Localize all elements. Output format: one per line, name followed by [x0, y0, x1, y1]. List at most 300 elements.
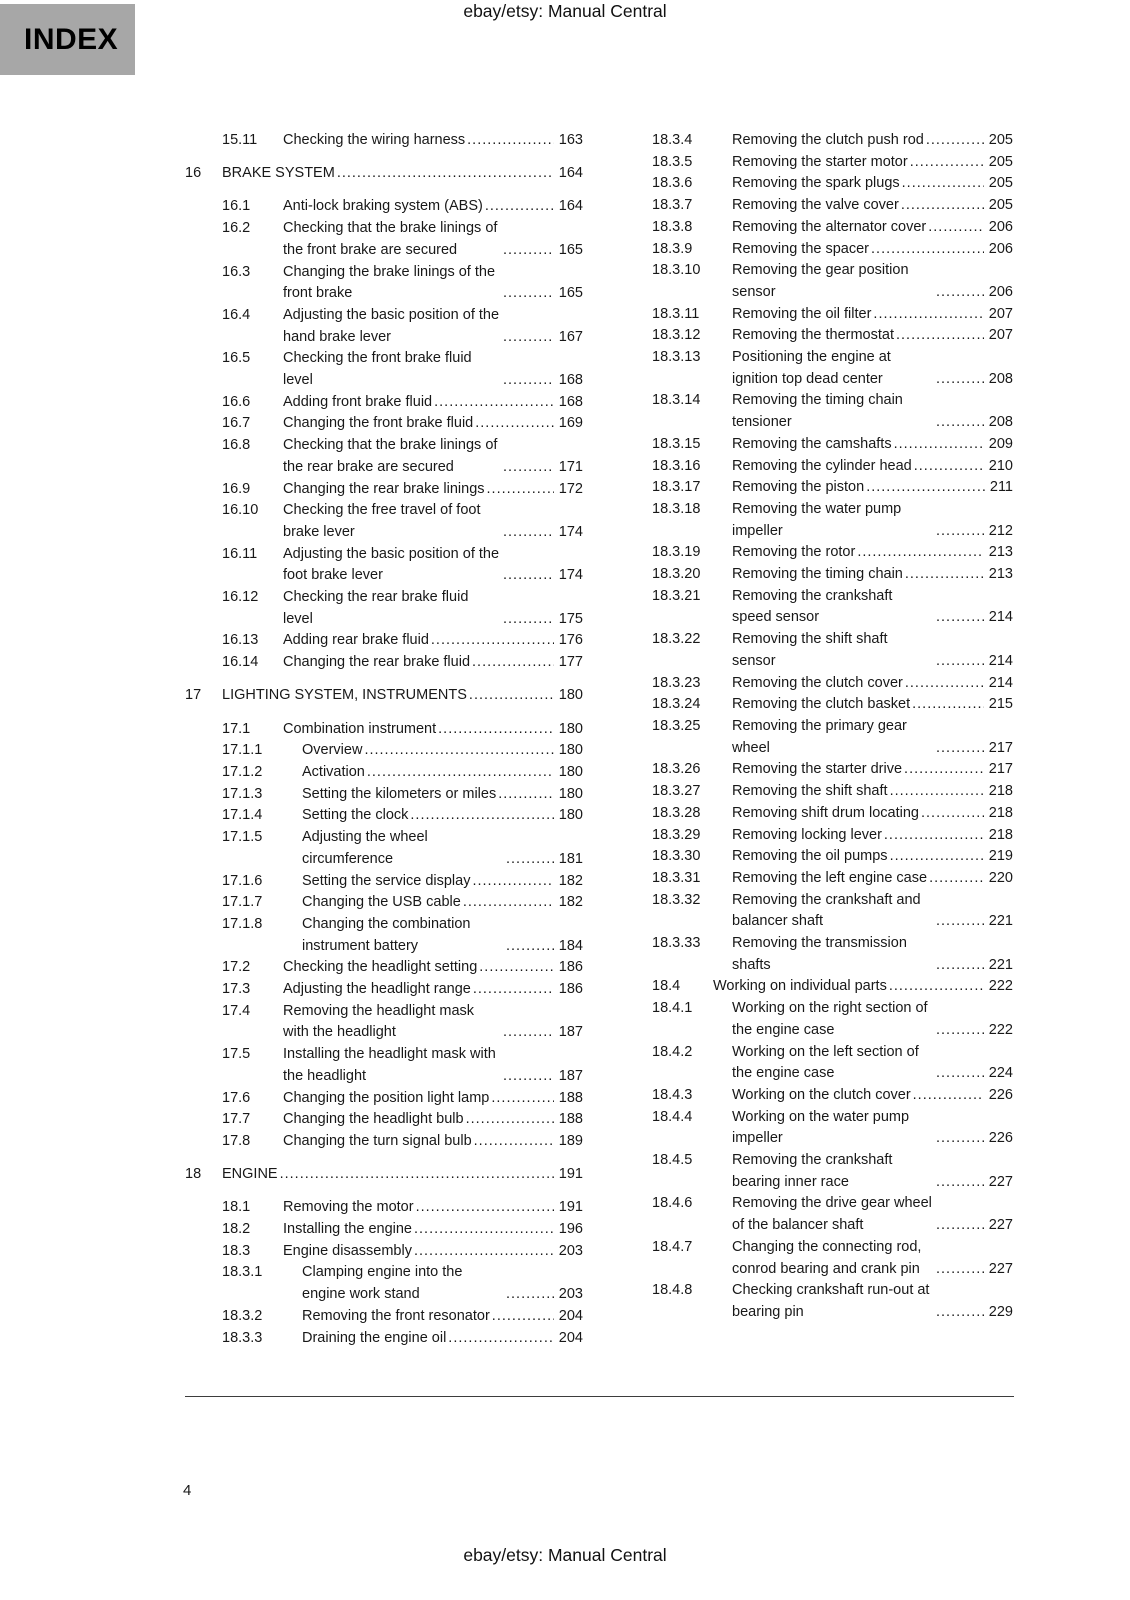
toc-entry-page: 204 — [558, 1307, 583, 1324]
dot-leader — [280, 1164, 554, 1186]
toc-entry — [615, 564, 1013, 586]
dot-leader — [905, 673, 984, 695]
toc-entry-number: 18.3.15 — [652, 435, 701, 452]
toc-entry — [615, 976, 1013, 998]
toc-entry-page: 209 — [988, 435, 1013, 452]
toc-entry — [185, 435, 583, 478]
toc-entry-number: 18.3.20 — [652, 566, 701, 583]
toc-entry-page: 189 — [558, 1132, 583, 1149]
dot-leader — [503, 240, 554, 262]
toc-entry-number: 17.1.4 — [222, 807, 263, 824]
toc-entry — [185, 1109, 583, 1131]
toc-entry-page: 224 — [988, 1065, 1013, 1082]
dot-leader — [871, 239, 984, 261]
toc-entry-title: Removing the spacer — [732, 240, 870, 257]
toc-entry-number: 18.4.8 — [652, 1282, 693, 1299]
dot-leader — [936, 955, 984, 977]
toc-entry-number: 16.1 — [222, 198, 251, 215]
dot-leader — [905, 564, 984, 586]
toc-entry-title: Removing the shift shaft — [732, 783, 888, 800]
toc-entry — [185, 1001, 583, 1044]
toc-entry-page: 174 — [558, 567, 583, 584]
toc-entry-number: 18.3.17 — [652, 479, 701, 496]
dot-leader — [936, 1302, 984, 1324]
toc-entry-page: 186 — [558, 981, 583, 998]
toc-entry — [615, 390, 1013, 433]
toc-entry — [615, 347, 1013, 390]
toc-entry-page: 164 — [558, 198, 583, 215]
toc-entry — [185, 1241, 583, 1263]
toc-entry-title: Removing locking lever — [732, 826, 882, 843]
toc-entry-title: Checking the wiring harness — [283, 132, 466, 148]
toc-entry-title: Changing the USB cable — [302, 894, 461, 911]
toc-entry-page: 207 — [988, 305, 1013, 322]
toc-entry — [615, 933, 1013, 976]
toc-entry — [615, 1193, 1013, 1236]
toc-entry — [615, 825, 1013, 847]
toc-entry — [185, 871, 583, 893]
toc-entry-number: 18.3.16 — [652, 457, 701, 474]
toc-entry — [185, 305, 583, 348]
toc-entry-page: 218 — [988, 783, 1013, 800]
toc-entry-page: 217 — [988, 739, 1013, 756]
index-label-box — [0, 4, 135, 75]
toc-entry-number: 18.3.5 — [652, 153, 693, 170]
dot-leader — [914, 456, 984, 478]
toc-entry-number: 17.8 — [222, 1132, 251, 1149]
toc-entry-title: Removing the drive gear wheel of the balancer shaft — [732, 1195, 932, 1234]
toc-entry — [185, 979, 583, 1001]
toc-entry — [185, 1219, 583, 1241]
dot-leader — [884, 825, 984, 847]
toc-entry-number: 18.3.22 — [652, 631, 701, 648]
toc-entry-number: 17.3 — [222, 981, 251, 998]
toc-entry-title: Anti-lock braking system (ABS) — [283, 198, 483, 215]
toc-entry-number: 17.1.3 — [222, 785, 263, 802]
dot-leader — [506, 849, 554, 871]
toc-entry-page: 163 — [558, 132, 583, 148]
toc-entry — [615, 260, 1013, 303]
dot-leader — [498, 784, 554, 806]
toc-entry-number: 18.4.1 — [652, 1000, 693, 1017]
toc-entry-number: 17.1.1 — [222, 742, 263, 759]
toc-entry-number: 18.3.31 — [652, 869, 701, 886]
toc-entry-title: Removing the shift shaft sensor — [732, 631, 888, 669]
dot-leader — [485, 196, 554, 218]
toc-entry-page: 205 — [988, 132, 1013, 148]
toc-entry-page: 205 — [988, 197, 1013, 214]
toc-entry-number: 16.11 — [222, 545, 258, 562]
toc-entry-page: 169 — [558, 415, 583, 432]
toc-entry-title: Removing the oil pumps — [732, 848, 888, 865]
toc-entry-page: 206 — [988, 218, 1013, 235]
dot-leader — [902, 173, 984, 195]
toc-entry-page: 218 — [988, 826, 1013, 843]
toc-entry-page: 210 — [988, 457, 1013, 474]
dot-leader — [936, 412, 984, 434]
toc-entry — [615, 477, 1013, 499]
toc-entry-page: 186 — [558, 959, 583, 976]
toc-entry-page: 207 — [988, 327, 1013, 344]
dot-leader — [912, 694, 984, 716]
toc-entry-number: 18.3.12 — [652, 327, 701, 344]
dot-leader — [503, 1066, 554, 1088]
toc-entry-number: 18.3.26 — [652, 761, 701, 778]
dot-leader — [936, 1259, 984, 1281]
toc-entry-page: 188 — [558, 1111, 583, 1128]
toc-entry-number: 18.3.23 — [652, 674, 701, 691]
toc-entry — [615, 304, 1013, 326]
toc-entry-title: Working on individual parts — [713, 978, 887, 995]
dot-leader — [503, 565, 554, 587]
toc-entry-page: 180 — [558, 686, 583, 703]
toc-entry-page: 180 — [558, 785, 583, 802]
toc-entry-number: 18.2 — [222, 1221, 251, 1238]
toc-entry-page: 214 — [988, 652, 1013, 669]
toc-entry-number: 18.3.8 — [652, 218, 693, 235]
toc-entry-page: 213 — [988, 544, 1013, 561]
toc-entry-title: Removing the starter motor — [732, 153, 908, 170]
toc-entry-number: 18.3.3 — [222, 1329, 263, 1346]
toc-entry-title: Removing the piston — [732, 479, 865, 496]
toc-entry-title: Engine disassembly — [283, 1242, 412, 1259]
toc-entry-page: 168 — [558, 393, 583, 410]
toc-entry — [185, 805, 583, 827]
dot-leader — [475, 413, 554, 435]
toc-entry-title: Working on the clutch cover — [732, 1086, 911, 1103]
toc-entry-number: 18.3.33 — [652, 935, 701, 952]
dot-leader — [866, 477, 985, 499]
toc-entry-number: 18.3.32 — [652, 891, 701, 908]
toc-entry-number: 17.1.2 — [222, 763, 263, 780]
toc-entry-number: 18.3.21 — [652, 587, 701, 604]
toc-entry-title: Checking the free travel of foot brake lever — [283, 502, 481, 540]
toc-entry — [615, 716, 1013, 759]
header-title: ebay/etsy: Manual Central — [463, 1, 667, 21]
dot-leader — [890, 846, 984, 868]
toc-entry-page: 177 — [558, 654, 583, 671]
toc-entry-number: 16.9 — [222, 480, 251, 497]
dot-leader — [503, 609, 554, 631]
toc-entry — [615, 1280, 1013, 1323]
dot-leader — [463, 892, 554, 914]
dot-leader — [431, 630, 554, 652]
toc-entry-page: 220 — [988, 869, 1013, 886]
toc-entry-page: 180 — [558, 720, 583, 737]
toc-entry-title: Changing the headlight bulb — [283, 1111, 464, 1128]
dot-leader — [936, 911, 984, 933]
dot-leader — [487, 479, 554, 501]
toc-entry — [615, 130, 1013, 152]
dot-leader — [503, 370, 554, 392]
toc-entry-page: 176 — [558, 632, 583, 649]
dot-leader — [936, 738, 984, 760]
toc-entry-title: Installing the headlight mask with the headlight — [283, 1046, 496, 1084]
toc-entry-title: LIGHTING SYSTEM, INSTRUMENTS — [222, 686, 467, 703]
toc-entry-number: 16.4 — [222, 306, 251, 323]
dot-leader — [894, 434, 984, 456]
dot-leader — [928, 217, 984, 239]
toc-entry — [185, 1197, 583, 1219]
dot-leader — [364, 740, 553, 762]
toc-entry-page: 205 — [988, 175, 1013, 192]
toc-entry — [185, 413, 583, 435]
toc-entry-title: Removing the alternator cover — [732, 218, 927, 235]
toc-entry — [185, 392, 583, 414]
toc-entry-number: 18.3.2 — [222, 1307, 263, 1324]
toc-entry — [185, 630, 583, 652]
toc-entry-title: Removing the clutch push rod — [732, 132, 924, 148]
toc-entry — [185, 1262, 583, 1305]
toc-entry-title: BRAKE SYSTEM — [222, 164, 335, 181]
toc-entry-title: Adjusting the basic position of the foot brake lever — [283, 545, 500, 584]
toc-entry — [615, 846, 1013, 868]
toc-entry-number: 18.3.19 — [652, 544, 701, 561]
toc-entry-number: 17 — [185, 686, 202, 703]
dot-leader — [438, 719, 554, 741]
toc-entry-number: 18.4.3 — [652, 1086, 693, 1103]
toc-entry-title: Removing the clutch basket — [732, 696, 911, 713]
toc-entry — [615, 759, 1013, 781]
toc-entry-page: 211 — [989, 479, 1013, 496]
toc-entry-page: 174 — [558, 523, 583, 540]
toc-entry-title: Clamping engine into the engine work stand — [302, 1264, 463, 1303]
toc-entry — [185, 500, 583, 543]
toc-entry-number: 18.3.4 — [652, 132, 693, 148]
toc-entry — [615, 629, 1013, 672]
index-label: INDEX — [24, 22, 119, 56]
toc-entry-title: Overview — [302, 742, 363, 759]
toc-entry — [185, 957, 583, 979]
toc-entry-number: 17.1 — [222, 720, 251, 737]
toc-entry-number: 18.3.7 — [652, 197, 693, 214]
toc-entry-number: 18.4.2 — [652, 1043, 693, 1060]
dot-leader — [448, 1328, 554, 1350]
toc-entry-number: 18.3.25 — [652, 717, 701, 734]
toc-entry — [615, 781, 1013, 803]
dot-leader — [901, 195, 984, 217]
dot-leader — [434, 392, 554, 414]
toc-entry-title: Checking the front brake fluid level — [283, 350, 472, 389]
page-number: 4 — [183, 1482, 192, 1499]
toc-entry-page: 219 — [988, 848, 1013, 865]
dot-leader — [904, 759, 984, 781]
toc-entry-page: 206 — [988, 240, 1013, 257]
toc-entry — [185, 479, 583, 501]
toc-entry — [185, 544, 583, 587]
dot-leader — [337, 163, 554, 185]
toc-entry-title: Checking the rear brake fluid level — [283, 589, 469, 627]
toc-entry-number: 18.4 — [652, 978, 681, 995]
toc-entry-title: Removing the water pump impeller — [732, 500, 902, 539]
toc-entry-number: 18.3 — [222, 1242, 251, 1259]
dot-leader — [936, 607, 984, 629]
toc-entry-title: Adding front brake fluid — [283, 393, 433, 410]
toc-entry — [615, 1042, 1013, 1085]
toc-entry-page: 203 — [558, 1242, 583, 1259]
toc-entry-title: Draining the engine oil — [302, 1329, 447, 1346]
toc-entry-title: Positioning the engine at ignition top dead center — [732, 349, 891, 387]
toc-entry — [615, 694, 1013, 716]
toc-entry — [185, 740, 583, 762]
toc-entry-page: 164 — [558, 164, 583, 181]
toc-entry-page: 175 — [558, 610, 583, 627]
dot-leader — [503, 457, 554, 479]
toc-entry-page: 187 — [558, 1067, 583, 1084]
toc-entry-title: Changing the rear brake linings — [283, 480, 485, 497]
footer-title: ebay/etsy: Manual Central — [463, 1545, 667, 1565]
toc-entry — [615, 173, 1013, 195]
dot-leader — [503, 327, 554, 349]
dot-leader — [936, 1128, 984, 1150]
dot-leader — [936, 1172, 984, 1194]
toc-entry-title: Adjusting the headlight range — [283, 981, 471, 998]
toc-entry-page: 196 — [558, 1221, 583, 1238]
toc-entry-title: Setting the clock — [302, 807, 409, 824]
dot-leader — [416, 1197, 554, 1219]
toc-entry — [615, 998, 1013, 1041]
toc-entry — [615, 673, 1013, 695]
toc-entry-title: Removing the thermostat — [732, 327, 894, 344]
toc-entry-page: 226 — [988, 1130, 1013, 1147]
toc-entry-number: 18.3.18 — [652, 500, 701, 517]
toc-entry-title: Changing the brake linings of the front brake — [283, 263, 496, 302]
toc-column-right — [615, 130, 1013, 1324]
toc-entry-title: Adjusting the wheel circumference — [302, 829, 428, 867]
toc-entry-number: 18.3.14 — [652, 392, 701, 409]
toc-entry-number: 18.4.6 — [652, 1195, 693, 1212]
toc-entry — [615, 1085, 1013, 1107]
toc-entry — [615, 195, 1013, 217]
toc-entry-page: 218 — [988, 804, 1013, 821]
dot-leader — [466, 1109, 554, 1131]
toc-entry-title: Installing the engine — [283, 1221, 412, 1238]
toc-entry — [185, 130, 583, 152]
toc-entry-number: 16.5 — [222, 350, 251, 367]
toc-entry-number: 18.3.9 — [652, 240, 693, 257]
toc-entry-number: 18.3.1 — [222, 1264, 263, 1281]
toc-entry-number: 17.1.7 — [222, 894, 263, 911]
dot-leader — [889, 976, 984, 998]
toc-entry-number: 17.5 — [222, 1046, 251, 1063]
toc-entry — [185, 218, 583, 261]
dot-leader — [936, 282, 984, 304]
dot-leader — [936, 521, 984, 543]
toc-entry-page: 222 — [988, 1021, 1013, 1038]
dot-leader — [936, 1215, 984, 1237]
toc-entry-title: Removing shift drum locating — [732, 804, 919, 821]
toc-entry-page: 203 — [558, 1286, 583, 1303]
toc-entry-number: 16.10 — [222, 502, 259, 519]
toc-entry-page: 205 — [988, 153, 1013, 170]
toc-entry-title: Changing the connecting rod, conrod bearing and crank pin — [732, 1238, 922, 1277]
toc-entry-page: 222 — [988, 978, 1013, 995]
dot-leader — [473, 979, 554, 1001]
toc-entry — [615, 868, 1013, 890]
toc-entry-title: Removing the motor — [283, 1199, 414, 1216]
dot-leader — [936, 1063, 984, 1085]
toc-entry — [615, 1150, 1013, 1193]
dot-leader — [472, 871, 553, 893]
toc-entry — [185, 348, 583, 391]
dot-leader — [469, 685, 554, 707]
toc-entry-page: 165 — [558, 285, 583, 302]
toc-entry-number: 18.4.4 — [652, 1108, 693, 1125]
toc-entry — [185, 196, 583, 218]
toc-entry-page: 204 — [558, 1329, 583, 1346]
toc-entry — [185, 914, 583, 957]
dot-leader — [492, 1306, 554, 1328]
toc-entry-title: Changing the position light lamp — [283, 1089, 490, 1106]
toc-entry-title: ENGINE — [222, 1165, 278, 1182]
toc-entry-page: 226 — [988, 1086, 1013, 1103]
toc-entry — [185, 1328, 583, 1350]
toc-entry-number: 18.3.11 — [652, 305, 700, 322]
toc-entry-number: 17.1.8 — [222, 915, 263, 932]
toc-entry-number: 17.4 — [222, 1002, 251, 1019]
toc-entry — [185, 652, 583, 674]
toc-entry-title: Removing the valve cover — [732, 197, 899, 214]
dot-leader — [467, 130, 554, 152]
toc-entry-number: 16.8 — [222, 437, 251, 454]
toc-entry — [615, 217, 1013, 239]
toc-entry-number: 17.1.5 — [222, 829, 263, 846]
toc-entry-title: Removing the timing chain — [732, 566, 903, 583]
toc-entry-page: 180 — [558, 742, 583, 759]
toc-entry-number: 18.3.10 — [652, 262, 701, 279]
dot-leader — [503, 522, 554, 544]
toc-entry-title: Removing the camshafts — [732, 435, 892, 452]
dot-leader — [913, 1085, 984, 1107]
toc-entry — [185, 1088, 583, 1110]
toc-entry — [185, 892, 583, 914]
toc-entry-page: 188 — [558, 1089, 583, 1106]
toc-entry — [185, 587, 583, 630]
toc-entry — [615, 434, 1013, 456]
toc-entry-number: 16.7 — [222, 415, 251, 432]
toc-entry-title: Adjusting the basic position of the hand brake lever — [283, 306, 500, 345]
toc-entry-number: 17.2 — [222, 959, 251, 976]
toc-entry — [615, 586, 1013, 629]
dot-leader — [367, 762, 554, 784]
toc-entry-title: Removing the timing chain tensioner — [732, 392, 903, 431]
dot-leader — [896, 325, 984, 347]
toc-entry-title: Setting the kilometers or miles — [302, 785, 497, 802]
toc-entry-title: Removing the clutch cover — [732, 674, 903, 691]
toc-entry-page: 221 — [988, 913, 1013, 930]
toc-entry-title: Adding rear brake fluid — [283, 632, 429, 649]
toc-entry-page: 214 — [988, 609, 1013, 626]
toc-entry-number: 18.3.28 — [652, 804, 701, 821]
dot-leader — [414, 1219, 554, 1241]
toc-entry — [185, 719, 583, 741]
toc-chapter-entry — [185, 163, 583, 185]
toc-entry-page: 208 — [988, 370, 1013, 387]
toc-entry-page: 217 — [988, 761, 1013, 778]
toc-entry-number: 16 — [185, 164, 202, 181]
toc-entry-title: Removing the gear position sensor — [732, 262, 909, 300]
toc-entry-number: 16.12 — [222, 589, 259, 606]
toc-entry-page: 182 — [558, 872, 583, 889]
toc-entry-number: 16.13 — [222, 632, 259, 649]
dot-leader — [873, 304, 983, 326]
dot-leader — [506, 936, 554, 958]
dot-leader — [503, 283, 554, 305]
toc-entry-title: Removing the left engine case — [732, 869, 928, 886]
toc-entry-number: 18.4.7 — [652, 1238, 693, 1255]
toc-entry-page: 227 — [988, 1260, 1013, 1277]
toc-entry — [615, 499, 1013, 542]
